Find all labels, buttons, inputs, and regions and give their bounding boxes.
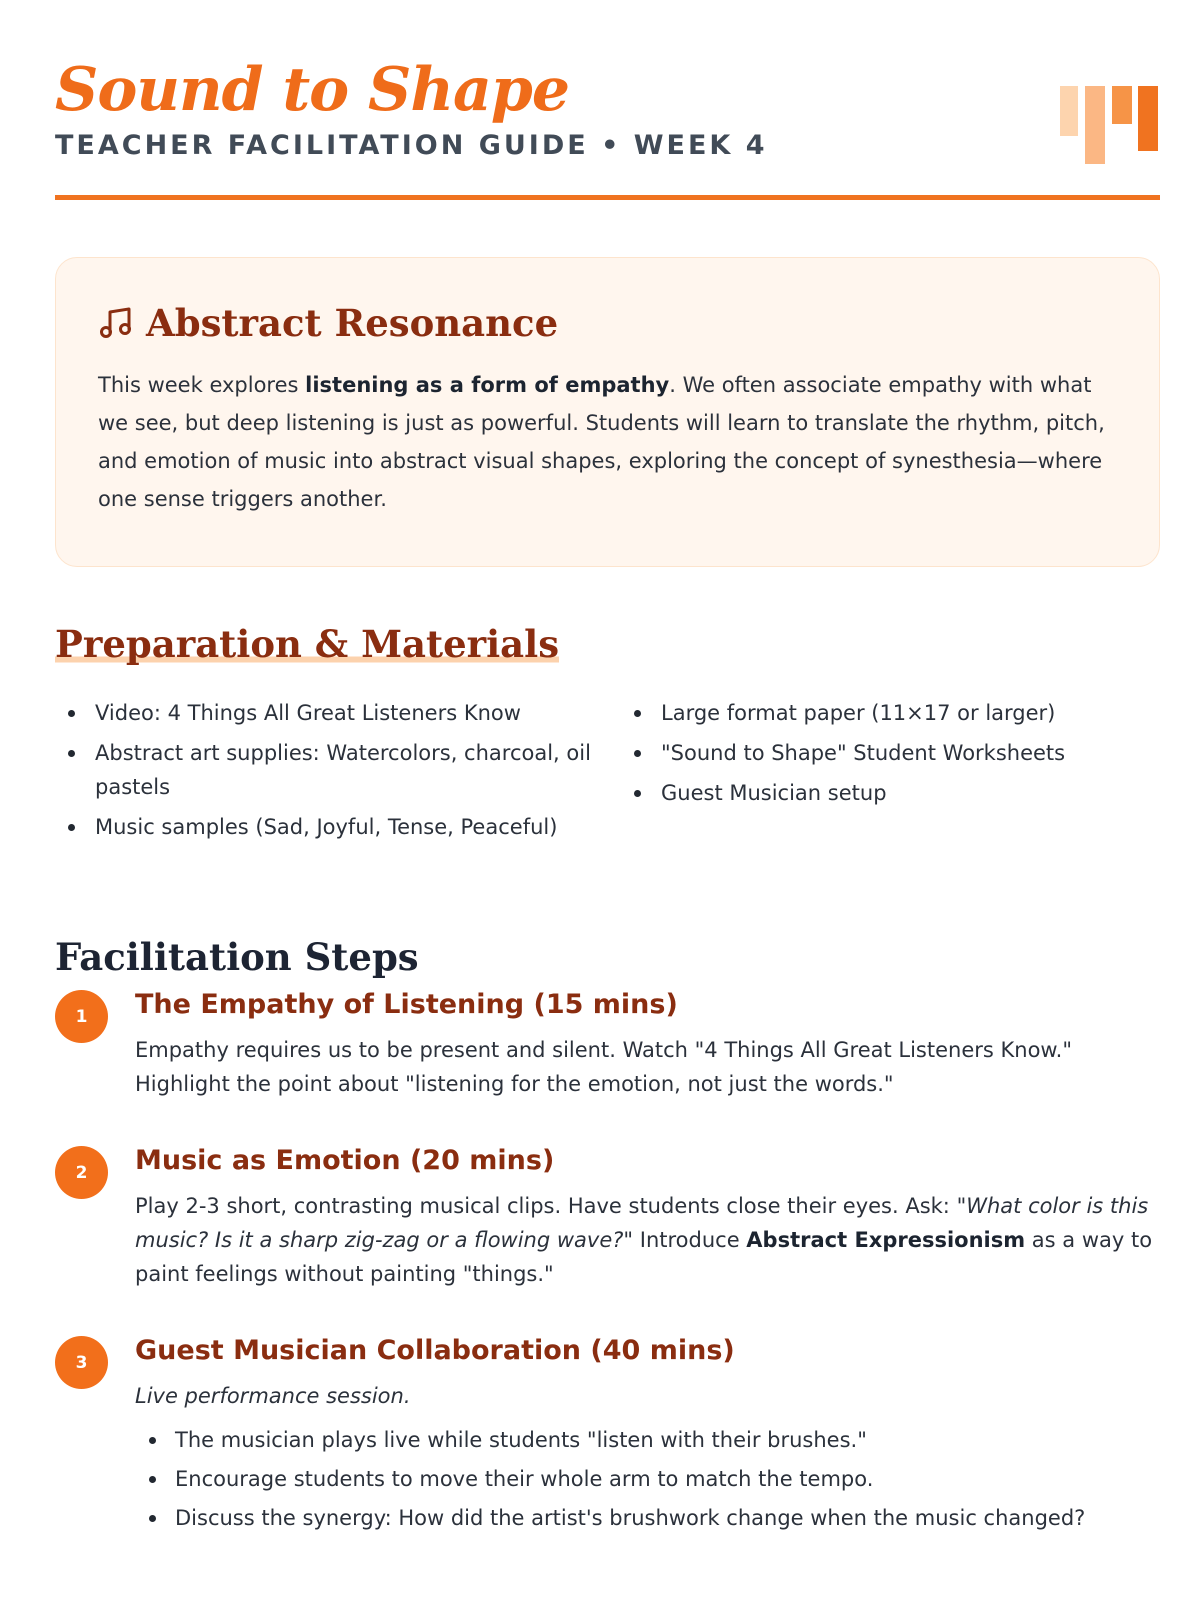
list-item: Abstract art supplies: Watercolors, charcoal, oil pastels [66, 736, 601, 804]
document-header [55, 48, 1160, 203]
document-title: Sound to Shape [55, 55, 570, 125]
callout-title: Abstract Resonance [146, 301, 559, 345]
list-item: Encourage students to move their whole arm to match the tempo. [135, 1462, 1165, 1496]
step-subtitle-text: Live performance session. [135, 1384, 411, 1408]
materials-list-left [66, 696, 601, 850]
materials-heading-text: Preparation & Materials [55, 622, 560, 666]
step-question: "What color is this music? Is it a sharp zig-zag or a flowing wave?" [135, 1194, 1149, 1252]
list-item: Guest Musician setup [632, 776, 1162, 810]
overview-callout [55, 257, 1160, 567]
step-title: Music as Emotion (20 mins) [135, 1145, 555, 1176]
step-3 [55, 1331, 1165, 1540]
step-title: Guest Musician Collaboration (40 mins) [135, 1335, 735, 1366]
list-item: Large format paper (11×17 or larger) [632, 696, 1162, 730]
callout-body [98, 366, 1119, 518]
list-item: Music samples (Sad, Joyful, Tense, Peaceful) [66, 810, 601, 844]
step-subtitle [135, 1379, 1165, 1413]
step-bullet-list [135, 1423, 1165, 1535]
callout-body-text-end: . We often associate empathy with what we see, but deep listening is just as powerful. Students will learn to translate the rhythm, pitch, and emotion of music into abstract visual shapes, exploring the concept of synesthesia—where one sense triggers another. [98, 373, 1105, 511]
callout-body-text: This week explores [98, 373, 306, 397]
materials-heading [55, 622, 559, 666]
step-2 [55, 1141, 1165, 1291]
music-note-icon [98, 305, 134, 341]
step-text-part: as a way to paint feelings without painting "things." [135, 1228, 1153, 1286]
step-description [135, 1189, 1165, 1291]
step-title: The Empathy of Listening (15 mins) [135, 989, 678, 1020]
header-divider [55, 195, 1160, 200]
step-1 [55, 985, 1165, 1101]
step-term: Abstract Expressionism [746, 1228, 1026, 1252]
callout-body-emphasis: listening as a form of empathy [305, 373, 670, 397]
list-item: Video: 4 Things All Great Listeners Know [66, 696, 601, 730]
bar-logo-icon [1060, 86, 1160, 168]
facilitation-heading: Facilitation Steps [55, 935, 419, 979]
list-item: "Sound to Shape" Student Worksheets [632, 736, 1162, 770]
step-text-part: Introduce [633, 1228, 747, 1252]
list-item: The musician plays live while students "listen with their brushes." [135, 1423, 1165, 1457]
step-text-part: Play 2-3 short, contrasting musical clips. Have students close their eyes. Ask: [135, 1194, 957, 1218]
step-number-badge: 1 [55, 990, 108, 1043]
materials-list-right [632, 696, 1162, 816]
document-subtitle: TEACHER FACILITATION GUIDE • WEEK 4 [55, 130, 768, 161]
step-number-badge: 2 [55, 1146, 108, 1199]
step-description: Empathy requires us to be present and silent. Watch "4 Things All Great Listeners Know." Highlight the point about "listening for the emotion, not just the words." [135, 1038, 1073, 1096]
step-number-badge: 3 [55, 1336, 108, 1389]
list-item: Discuss the synergy: How did the artist's brushwork change when the music changed? [135, 1501, 1165, 1535]
